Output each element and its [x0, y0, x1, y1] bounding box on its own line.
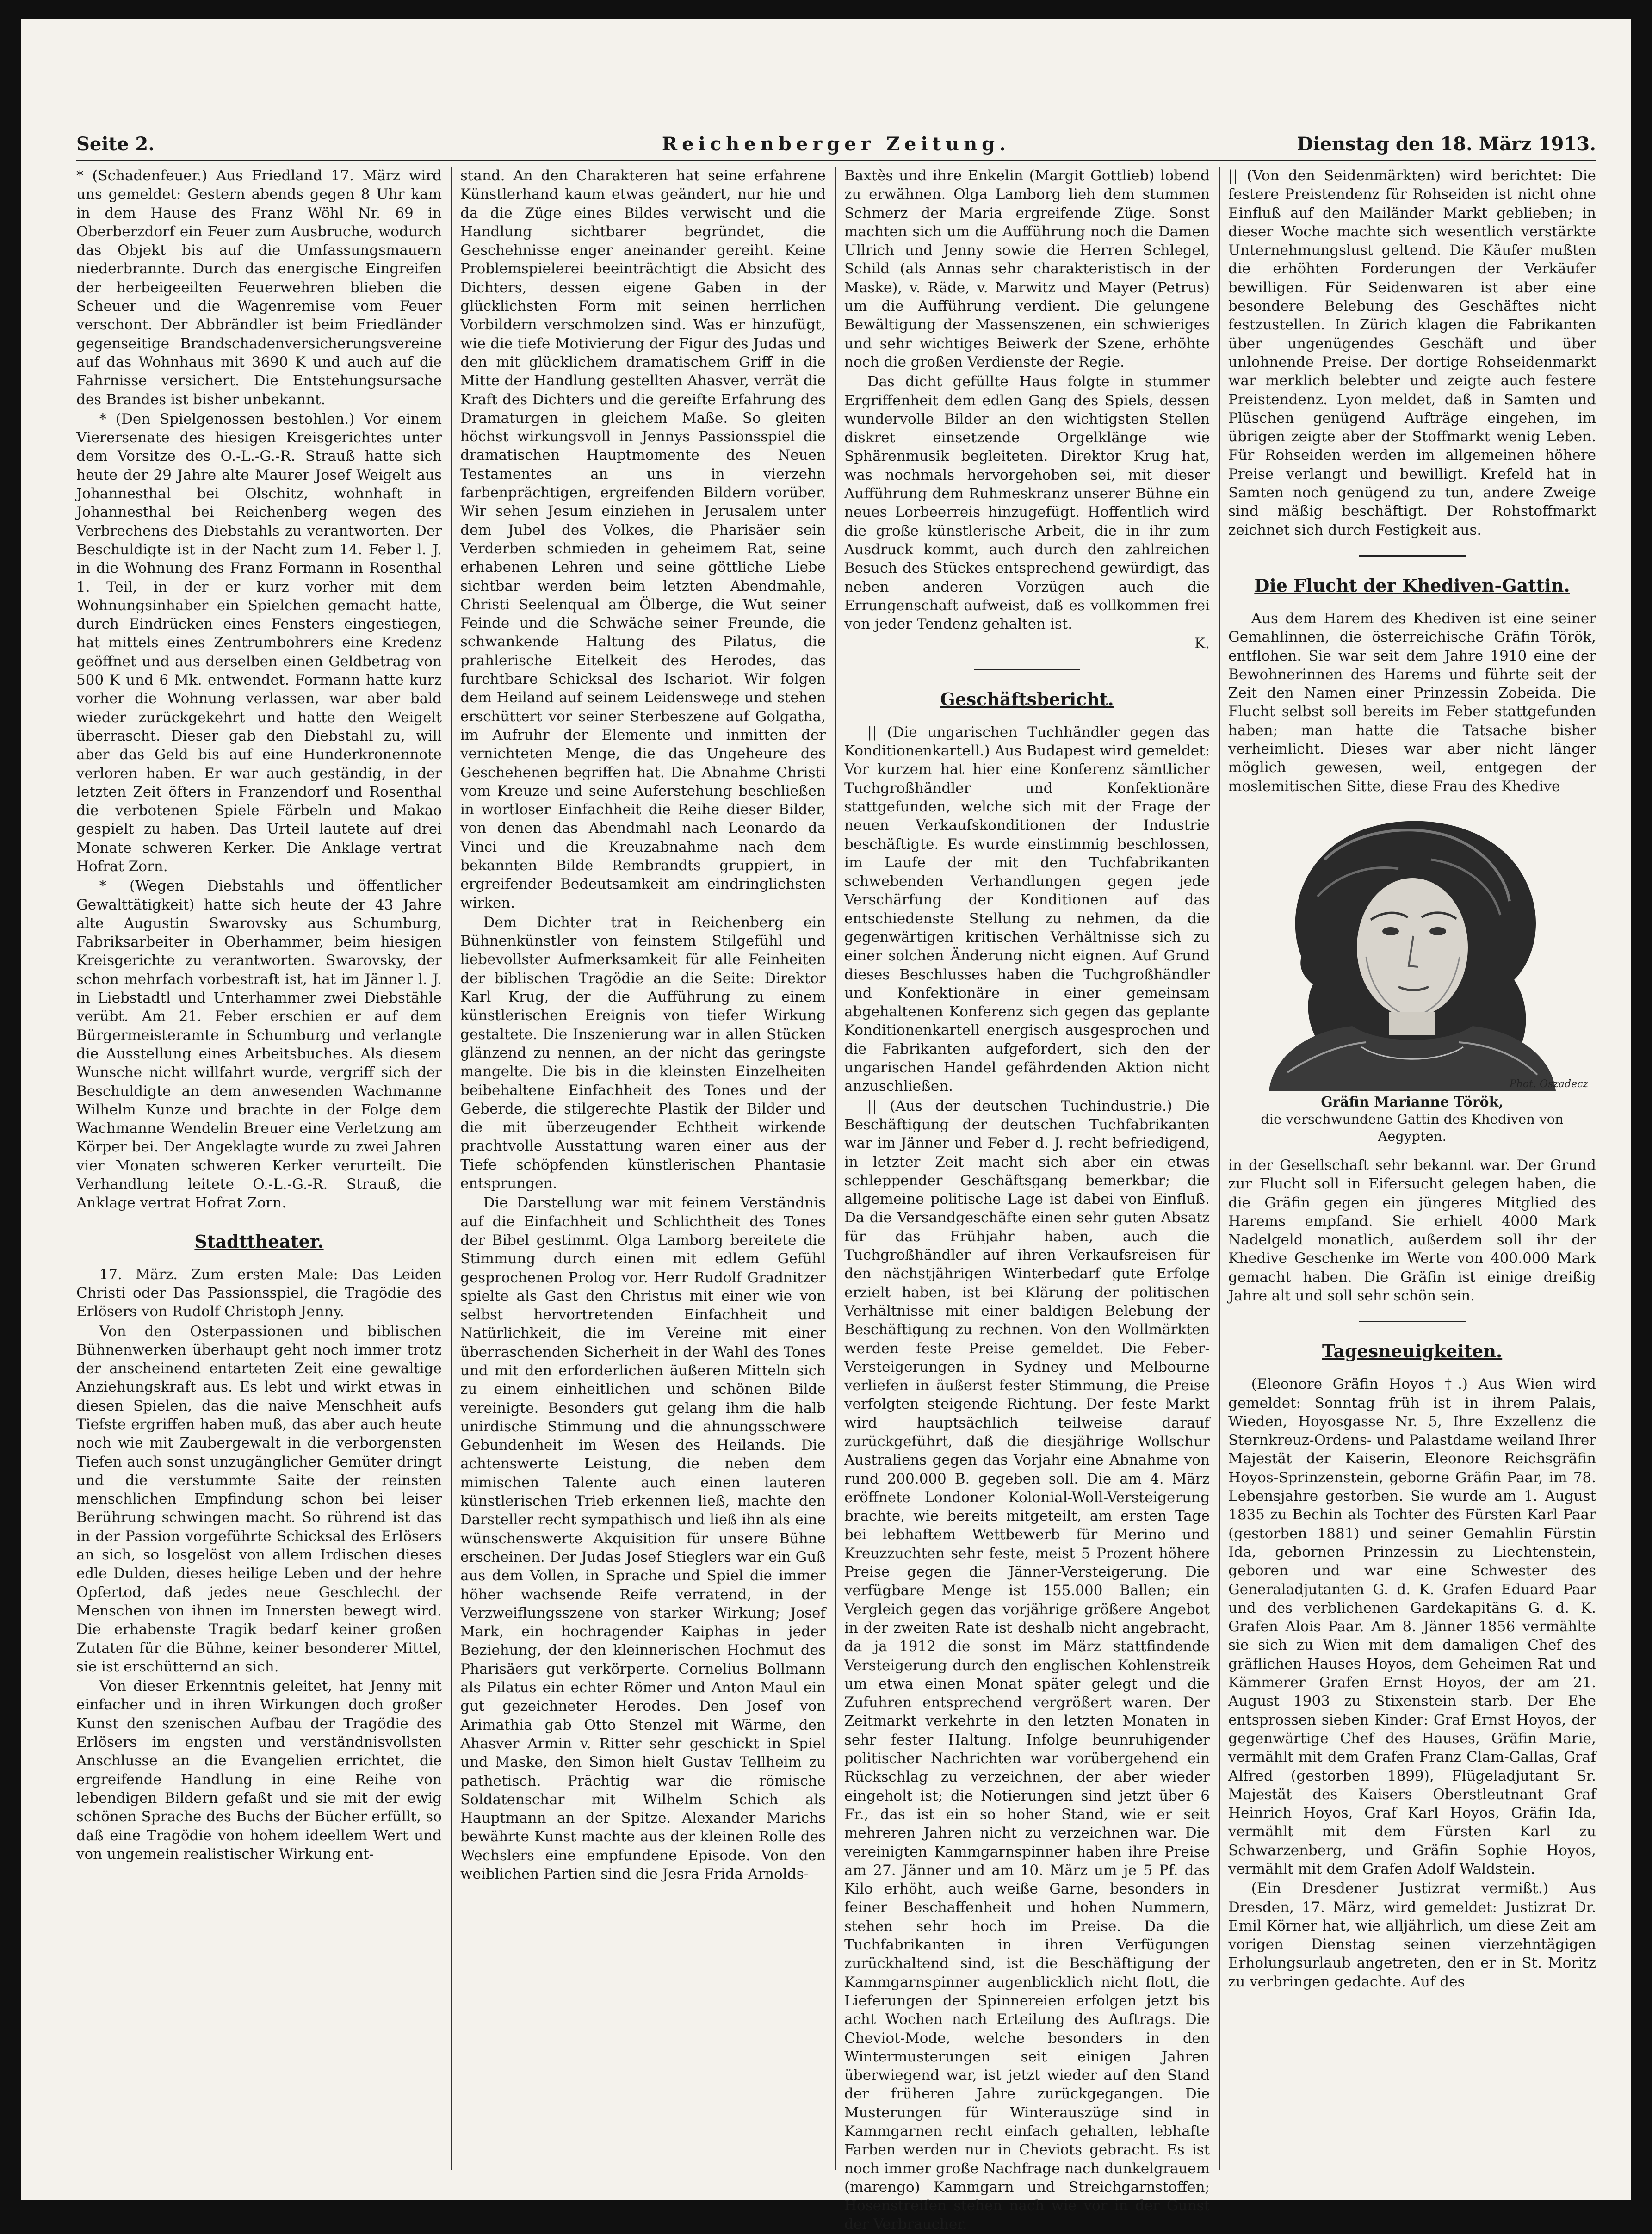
portrait-caption: [1228, 1094, 1596, 1145]
caption-name: Gräfin Marianne Török,: [1321, 1094, 1504, 1110]
article-schadenfeuer: * (Schadenfeuer.) Aus Friedland 17. März wird uns gemeldet: Gestern abends gegen 8 Uhr kam in dem Hause des Franz Wöhl Nr. 69 in Oberberzdorf ein Feuer zum Ausbruche, wodurch das Objekt bis auf die Umfassungsmauern niederbrannte. Durch das energische Eingreifen der herbeigeeilten Feuerwehren blieben die Scheuer und die Wagenremise vom Feuer verschont. Der Abbrändler ist beim Friedländer gegenseitige Brandschadenversicherungsvereine auf das Wohnhaus mit 3690 K und auch auf die Fahrnisse versichert. Die Entstehungsursache des Brandes ist bisher unbekannt.: [76, 167, 442, 408]
newspaper-title: Reichenberger Zeitung.: [662, 133, 1011, 155]
theater-paragraph: Das dicht gefüllte Haus folgte in stummer Ergriffenheit dem edlen Gang des Spiels, dessen wundervolle Bilder an den wichtigsten Stellen diskret einsetzende Orgelklänge wie Sphärenmusik begleiteten. Direktor Krug hat, was nochmals hervorgehoben sei, mit dieser Aufführung dem Ruhmeskranz unserer Bühne ein neues Lorbeerreis hinzugefügt. Hoffentlich wird die große künstlerische Arbeit, die in ihr zum Ausdruck kommt, auch durch den zahlreichen Besuch des Stückes entsprechend gewürdigt, das neben anderen Vorzügen auch die Errungenschaft aufweist, daß es vollkommen frei von jeder Tendenz gehalten ist.: [844, 373, 1210, 633]
section-heading-stadttheater: Stadttheater.: [194, 1231, 324, 1252]
photo-credit: Phot. Oszadecz: [1509, 1078, 1588, 1090]
theater-paragraph: Die Darstellung war mit feinem Verständnis auf die Einfachheit und Schlichtheit des Tones der Bibel gestimmt. Olga Lamborg bereitete die Stimmung durch einen mit edlem Gefühl gesprochenen Prolog vor. Herr Rudolf Gradnitzer spielte als Gast den Christus mit einer wie von selbst hervortretenden Einfachheit und Natürlichkeit, die im Vereine mit einer überraschenden Sicherheit in der Wahl des Tones und mit den erforderlichen äußeren Mitteln sich zu einem einheitlichen und schönen Bilde vereinigte. Besonders gut gelang ihm die halb unirdische Stimmung und die ahnungsschwere Gebundenheit im Wesen des Heilands. Die achtenswerte Leistung, die neben dem mimischen Talente auch einen lauteren künstlerischen Trieb erkennen ließ, machte den Darsteller recht sympathisch und ließ ihn als eine wünschenswerte Akquisition für unsere Bühne erscheinen. Der Judas Josef Stieglers war ein Guß aus dem Vollen, in Sprache und Spiel die immer höher wachsende Reife verratend, in der Verzweiflungsszene von starker Wirkung; Josef Mark, ein hochragender Kaiphas in jeder Beziehung, der den kleinnerischen Hochmut des Pharisäers gut verkörperte. Cornelius Bollmann als Pilatus ein echter Römer und Anton Maul ein gut gezeichneter Herodes. Den Josef von Arimathia gab Otto Stenzel mit Wärme, den Ahasver Armin v. Ritter sehr geschickt in Spiel und Maske, den Simon hielt Gustav Tellheim zu pathetisch. Prächtig war die römische Soldatenschar mit Wilhelm Schich als Hauptmann an der Spitze. Alexander Marichs bewährte Kunst machte aus der kleinen Rolle des Wechslers eine empfundene Episode. Von den weiblichen Partien sind die Jesra Frida Arnolds-: [460, 1194, 826, 1883]
theater-paragraph: Baxtès und ihre Enkelin (Margit Gottlieb) lobend zu erwähnen. Olga Lamborg lieh dem stummen Schmerz der Maria ergreifende Züge. Sonst machten sich um die Aufführung noch die Damen Ullrich und Jenny sowie die Herren Schlegel, Schild (als Annas sehr charakteristisch in der Maske), v. Räde, v. Marwitz und Mayer (Petrus) um die Aufführung verdient. Die gelungene Bewältigung der Massenszenen, ein schwieriges und sehr wichtiges Beiwerk der Szene, erhöhte noch die großen Verdienste der Regie.: [844, 167, 1210, 371]
issue-date: Dienstag den 18. März 1913.: [1297, 133, 1596, 155]
column-rule: [835, 167, 836, 2170]
article-diebstahl: * (Wegen Diebstahls und öffentlicher Gewalttätigkeit) hatte sich heute der 43 Jahre alte Augustin Swarovsky aus Schumburg, Fabriksarbeiter in Oberhammer, beim hiesigen Kreisgerichte zu verantworten. Swarovsky, der schon mehrfach vorbestraft ist, hat im Jänner l. J. in Liebstadtl und Unterhammer zwei Diebstähle verübt. Am 21. Feber erschien er auf dem Bürgermeisteramte in Schumburg und verlangte die Ausstellung eines Arbeitsbuches. Als diesem Wunsche nicht willfahrt wurde, vergriff sich der Beschuldigte an dem anwesenden Wachmanne Wilhelm Kunze und brachte in der Folge dem Wachmanne Wendelin Breuer eine Verletzung am Körper bei. Der Angeklagte wurde zu zwei Jahren vier Monaten schweren Kerker verurteilt. Die Verhandlung leitete O.-L.-G.-R. Strauß, die Anklage vertrat Hofrat Zorn.: [76, 878, 442, 1212]
article-spielgenossen: * (Den Spielgenossen bestohlen.) Vor einem Vierersenate des hiesigen Kreisgerichtes unter dem Vorsitze des O.-L.-G.-R. Strauß hatte sich heute der 29 Jahre alte Maurer Josef Weigelt aus Johannesthal bei Olschitz, wohnhaft in Johannesthal bei Reichenberg wegen des Verbrechens des Diebstahls zu verantworten. Der Beschuldigte ist in der Nacht zum 14. Feber l. J. in die Wohnung des Franz Formann in Rosenthal 1. Teil, in der er kurz vorher mit dem Wohnungsinhaber ein Spielchen gemacht hatte, durch Eindrücken eines Fensters eingestiegen, hat mittels eines Zentrumbohrers eine Kredenz geöffnet und aus derselben einen Geldbetrag von 500 K und 6 Mk. entwendet. Formann hatte kurz vorher die Wohnung verlassen, war aber bald wieder zurückgekehrt und hatte den Weigelt überrascht. Dieser gab den Diebstahl zu, will aber das Geld bis auf eine Hunderkronennote verloren haben. Er war auch geständig, in der letzten Zeit öfters in Franzendorf und Rosenthal die verbotenen Spiele Färbeln und Makao gespielt zu haben. Das Urteil lautete auf drei Monate schweren Kerker. Die Anklage vertrat Hofrat Zorn.: [76, 410, 442, 875]
article-tuchhaendler: || (Die ungarischen Tuchhändler gegen das Konditionenkartell.) Aus Budapest wird gemeldet: Vor kurzem hat hier eine Konferenz sämtlicher Tuchgroßhändler und Konfektionäre stattgefunden, welche sich mit der Frage der neuen Verkaufskonditionen der Industrie beschäftigte. Es wurde einstimmig beschlossen, im Laufe der mit den Tuchfabrikanten schwebenden Verhandlungen gegen jede Verschärfung der Konditionen auf das entschiedenste Stellung zu nehmen, da die gegenwärtigen kritischen Verhältnisse sich zu einer solchen Änderung nicht eignen. Auf Grund dieses Beschlusses haben die Tuchgroßhändler und Konfektionäre in einer gemeinsam abgehaltenen Konferenz sich gegen das geplante Konditionenkartell energisch ausgesprochen und die Fabrikanten aufgefordert, sich den der ungarischen Handel gefährdenden Aktion nicht anzuschließen.: [844, 724, 1210, 1095]
article-justizrat: (Ein Dresdener Justizrat vermißt.) Aus Dresden, 17. März, wird gemeldet: Justizrat Dr. Emil Körner hat, wie alljährlich, um diese Zeit am vorigen Dienstag seinen vierzehntägigen Erholungsurlaub angetreten, den er in St. Moritz zu verbringen gedachte. Auf des: [1228, 1880, 1596, 1990]
theater-paragraph: Dem Dichter trat in Reichenberg ein Bühnenkünstler von feinstem Stilgefühl und liebevollster Aufmerksamkeit für alle Feinheiten der biblischen Tragödie an die Seite: Direktor Karl Krug, der die Aufführung zu einem künstlerischen Ereignis von tiefer Wirkung gestaltete. Die Inszenierung war in allen Stücken glänzend zu nennen, an der nicht das geringste mangelte. Die bis in die kleinsten Einzelheiten beibehaltene Einfachheit des Tones und der Geberde, die stilgerechte Plastik der Bilder und die mit überzeugender Echtheit wirkende prachtvolle Ausstattung waren einer aus der Tiefe schöpfenden künstlerischen Phantasie entsprungen.: [460, 914, 826, 1192]
separator-rule: [974, 669, 1080, 670]
separator-rule: [1359, 1321, 1466, 1322]
section-heading-khedive: Die Flucht der Khediven-Gattin.: [1254, 575, 1570, 596]
portrait-illustration: [1232, 804, 1593, 1091]
theater-paragraph: Von den Osterpassionen und biblischen Bühnenwerken überhaupt geht noch immer trotz der anscheinend entarteten Zeit eine gewaltige Anziehungskraft aus. Es lebt und wirkt etwas in diesen Spielen, das die naive Menschheit aufs Tiefste ergriffen haben muß, das aber auch heute noch wie mit Zaubergewalt in die verborgensten Tiefen auch sonst unzugänglicher Gemüter dringt und die verstummte Saite der reinsten menschlichen Empfindung schon bei leiser Berührung schwingen macht. So rührend ist das in der Passion vorgeführte Schicksal des Erlösers an sich, so losgelöst von allem Irdischen dieses edle Dulden, dieses heilige Leben und der hehre Opfertod, daß jedes neue Geschlecht der Menschen von ihnen im Innersten bewegt wird. Die erhabenste Tragik bedarf keiner großen Zutaten für die Bühne, keiner besonderer Mittel, sie ist erschütternd an sich.: [76, 1323, 442, 1675]
column-rule: [451, 167, 452, 2170]
newspaper-page: [21, 19, 1631, 2233]
section-heading-tagesneuigkeiten: Tagesneuigkeiten.: [1322, 1341, 1503, 1362]
article-hoyos: (Eleonore Gräfin Hoyos †.) Aus Wien wird gemeldet: Sonntag früh ist in ihrem Palais, Wieden, Hoyosgasse Nr. 5, Ihre Exzellenz die Sternkreuz-Ordens- und Palastdame weiland Ihrer Majestät der Kaiserin, Eleonore Reichsgräfin Hoyos-Sprinzenstein, geborne Gräfin Paar, im 78. Lebensjahre gestorben. Sie wurde am 1. August 1835 zu Bechin als Tochter des Fürsten Karl Paar (gestorben 1881) und seiner Gemahlin Fürstin Ida, gebornen Prinzessin zu Liechtenstein, geboren und war eine Schwester des Generaladjutanten G. d. K. Grafen Eduard Paar und des verblichenen Gardekapitäns G. d. K. Grafen Alois Paar. Am 8. Jänner 1856 vermählte sie sich zu Wien mit dem damaligen Chef des gräflichen Hauses Hoyos, dem Geheimen Rat und Kämmerer Grafen Ernst Hoyos, der am 21. August 1903 zu Stixenstein starb. Der Ehe entsprossen sieben Kinder: Graf Ernst Hoyos, der gegenwärtige Chef des Hauses, Gräfin Marie, vermählt mit dem Grafen Franz Clam-Gallas, Graf Alfred (gestorben 1899), Flügeladjutant Sr. Majestät des Kaisers Oberstleutnant Graf Heinrich Hoyos, Graf Karl Hoyos, Gräfin Ida, vermählt mit dem Fürsten Karl zu Schwarzenberg, und Gräfin Sophie Hoyos, vermählt mit dem Grafen Adolf Waldstein.: [1228, 1376, 1596, 1877]
column-rule: [1219, 167, 1220, 2170]
author-signature: K.: [1194, 635, 1210, 652]
separator-rule: [1359, 555, 1466, 557]
column-4: [1228, 167, 1596, 2170]
theater-paragraph: stand. An den Charakteren hat seine erfahrene Künstlerhand kaum etwas geändert, nur hie und da die Züge eines Bildes verwischt und die Handlung sichtbarer begründet, die Geschehnisse enger aneinander gereiht. Keine Problemspielerei beeinträchtigt die Absicht des Dichters, dessen eigene Gaben in der glücklichsten Form mit seinen herrlichen Vorbildern verschmolzen sind. Was er hinzufügt, wie die tiefe Motivierung der Figur des Judas und den mit glücklichem dramatischem Griff in die Mitte der Handlung gestellten Ahasver, verrät die Kraft des Dichters und die gereifte Erfahrung des Dramaturgen in gleichem Maße. So gleiten höchst wirkungsvoll in Jennys Passionsspiel die dramatischen Hauptmomente des Neuen Testamentes an uns in vierzehn farbenprächtigen, ergreifenden Bildern vorüber. Wir sehen Jesum einziehen in Jerusalem unter dem Jubel des Volkes, die Pharisäer sein Verderben schmieden in geheimem Rat, seine erhabenen Lehren und seine göttliche Liebe sichtbar werden beim letzten Abendmahle, Christi Seelenqual am Ölberge, die Wut seiner Feinde und die Schwäche seiner Freunde, die schwankende Haltung des Pilatus, die prahlerische Eitelkeit des Herodes, das furchtbare Schicksal des Ischariot. Wir folgen dem Heiland auf seinem Leidenswege und stehen erschüttert vor seiner Sterbeszene auf Golgatha, im Aufruhr der Elemente und inmitten der vernichteten Menge, die das Ungeheure des Geschehenen begriffen hat. Die Abnahme Christi vom Kreuze und seine Auferstehung beschließen in wortloser Einfachheit die Reihe dieser Bilder, von denen das Abendmahl nach Leonardo da Vinci und die Kreuzabnahme nach dem bekannten Bilde Rembrandts gruppiert, in ergreifender Bedeutsamkeit am eindringlichsten wirken.: [460, 167, 826, 911]
article-seidenmaerkte: || (Von den Seidenmärkten) wird berichtet: Die festere Preistendenz für Rohseiden ist nicht ohne Einfluß auf den Mailänder Markt geblieben; in dieser Woche machte sich wesentlich verstärkte Unternehmungslust geltend. Die Käufer mußten die erhöhten Forderungen der Verkäufer bewilligen. Für Seidenwaren ist aber eine besondere Belebung des Geschäftes nicht festzustellen. In Zürich klagen die Fabrikanten über ungenügendes Geschäft und über unlohnende Preise. Der dortige Rohseidenmarkt war merklich belebter und zeigte auch festere Preistendenz. Lyon meldet, daß in Samten und Plüschen genügend Aufträge eingehen, im übrigen zeigte aber der Stoffmarkt wenig Leben. Für Rohseiden werden im allgemeinen höhere Preise verlangt und bewilligt. Krefeld hat in Samten noch genügend zu tun, andere Zweige sind mäßig beschäftigt. Der Rohstoffmarkt zeichnet sich durch Festigkeit aus.: [1228, 167, 1596, 538]
article-khedive: Aus dem Harem des Khediven ist eine seiner Gemahlinnen, die österreichische Gräfin Török, entflohen. Sie war seit dem Jahre 1910 eine der Bewohnerinnen des Harems und führte seit der Zeit den Namen einer Prinzessin Zobeida. Die Flucht selbst soll bereits im Feber stattgefunden haben; man hatte die Tatsache bisher verheimlicht. Dieses war aber nicht länger möglich gewesen, weil, entgegen der moslemitischen Sitte, diese Frau des Khedive: [1228, 610, 1596, 795]
theater-intro: 17. März. Zum ersten Male: Das Leiden Christi oder Das Passionsspiel, die Tragödie des Erlösers von Rudolf Christoph Jenny.: [76, 1266, 442, 1320]
section-heading-geschaeftsbericht: Geschäftsbericht.: [940, 688, 1114, 710]
article-khedive-continued: in der Gesellschaft sehr bekannt war. Der Grund zur Flucht soll in Eifersucht gelegen haben, die die Gräfin gegen ein jüngeres Mitglied des Harems empfand. Sie erhielt 4000 Mark Nadelgeld monatlich, außerdem soll ihr der Khedive Geschenke im Werte von 400.000 Mark gemacht haben. Die Gräfin ist einige dreißig Jahre alt und soll sehr schön sein.: [1228, 1157, 1596, 1304]
page-number: Seite 2.: [76, 133, 155, 155]
column-2: [460, 167, 826, 2170]
caption-text: die verschwundene Gattin des Khediven von Aegypten.: [1261, 1111, 1564, 1144]
theater-paragraph: Von dieser Erkenntnis geleitet, hat Jenny mit einfacher und in ihren Wirkungen doch großer Kunst den szenischen Aufbau der Tragödie des Erlösers im engsten und verständnisvollsten Anschlusse an die Evangelien errichtet, die ergreifende Handlung in eine Reihe von lebendigen Bildern gefaßt und sie mit der ewig schönen Sprache des Buchs der Bücher erfüllt, so daß eine Tragödie von hohem ideellem Wert und von ungemein realistischer Wirkung ent-: [76, 1678, 442, 1863]
column-1: [76, 167, 442, 2170]
article-tuchindustrie: || (Aus der deutschen Tuchindustrie.) Die Beschäftigung der deutschen Tuchfabrikanten war im Jänner und Feber d. J. recht befriedigend, in letzter Zeit macht sich aber ein etwas schleppender Geschäftsgang bemerkbar; die allgemeine politische Lage ist dabei von Einfluß. Da die Versandgeschäfte einen sehr guten Absatz für das Frühjahr haben, auch die Tuchgroßhändler auf ihren Verkaufsreisen für den nächstjährigen Winterbedarf gute Erfolge erzielt haben, ist bei Klärung der politischen Verhältnisse mit einer baldigen Belebung der Beschäftigung zu rechnen. Von den Wollmärkten werden feste Preise gemeldet. Die Feber-Versteigerungen in Sydney und Melbourne verliefen in äußerst fester Stimmung, die Preise verfolgten steigende Richtung. Der feste Markt wird hauptsächlich teilweise darauf zurückgeführt, daß die diesjährige Wollschur Australiens gegen das Vorjahr eine Abnahme von rund 200.000 B. gegeben soll. Die am 4. März eröffnete Londoner Kolonial-Woll-Versteigerung brachte, wie bereits mitgeteilt, am ersten Tage bei lebhaftem Wettbewerb für Merino und Kreuzzuchten sehr feste, meist 5 Prozent höhere Preise gegen die Jänner-Versteigerung. Die verfügbare Menge ist 155.000 Ballen; ein Vergleich gegen das vorjährige größere Angebot in der zweiten Rate ist deshalb nicht angebracht, da ja 1912 die sonst im März stattfindende Versteigerung durch den englischen Kohlenstreik um etwa einen Monat später gelegt und die Zufuhren entsprechend vergrößert waren. Der Zeitmarkt verkehrte in den letzten Monaten in sehr fester Haltung. Infolge beunruhigender politischer Nachrichten war vorübergehend ein Rückschlag zu verzeichnen, der aber wieder eingeholt ist; die Notierungen sind jetzt über 6 Fr., das ist ein so hoher Stand, wie er seit mehreren Jahren nicht zu verzeichnen war. Die vereinigten Kammgarnspinner haben ihre Preise am 27. Jänner und am 10. März um je 5 Pf. das Kilo erhöht, auch weiße Garne, besonders in feiner Beschaffenheit und hohen Nummern, stehen sehr hoch im Preise. Da die Tuchfabrikanten in ihren Verfügungen zurückhaltend sind, ist die Beschäftigung der Kammgarnspinner augenblicklich nicht flott, die Lieferungen der Spinnereien erfolgen jetzt bis acht Wochen nach Erteilung des Auftrags. Die Cheviot-Mode, welche besonders in den Wintermusterungen seit einigen Jahren überwiegend war, ist jetzt wieder auf den Stand der früheren Jahre zurückgegangen. Die Musterungen für Winterauszüge sind in Kammgarnen recht einfach gehalten, lebhafte Farben werden nur in Cheviots gebracht. Es ist noch immer große Nachfrage nach dunkelgrauem (marengo) Kammgarn und Streichgarnstoffen; Hosenstreifen stehen nach wie vor in der Gunst der Verbraucher.: [844, 1097, 1210, 2233]
column-3: [844, 167, 1210, 2233]
page-header: [76, 123, 1596, 161]
